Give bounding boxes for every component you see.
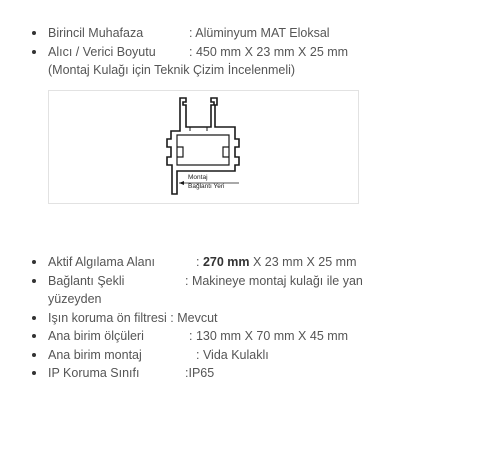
spec-label: Ana birim montaj [48, 347, 142, 362]
spec-item-receiver-size [30, 43, 370, 80]
mount-arrow-head [179, 181, 184, 185]
spec-label: IP Koruma Sınıfı [48, 366, 140, 380]
technical-drawing [48, 90, 359, 204]
spec-item-active-area: Aktif Algılama Alanı : 270 mm X 23 mm X 25 mm [30, 253, 370, 272]
spec-item-main-mount [30, 346, 370, 365]
spec-value: : Makineye montaj kulağı ile yan yüzeyden [48, 273, 363, 306]
spec-label: Alıcı / Verici Boyutu [48, 44, 156, 59]
spec-list-bottom [30, 253, 370, 383]
profile-drawing-svg [49, 91, 360, 205]
spec-value: : 450 mm X 23 mm X 25 mm (Montaj Kulağı için Teknik Çizim İncelenmeli) [48, 44, 349, 77]
spec-label: Aktif Algılama Alanı [48, 255, 156, 269]
spec-item-primary-housing [30, 24, 370, 43]
spec-value: : 130 mm X 70 mm X 45 mm [189, 329, 349, 343]
drawing-label-line2: Bağlantı Yeri [188, 183, 225, 190]
spec-value: X 23 mm X 25 mm [249, 255, 357, 269]
spec-item-main-dimensions [30, 327, 370, 346]
spec-item-filter [30, 309, 370, 328]
spec-item-ip-class [30, 364, 370, 383]
spec-item-connection [30, 272, 370, 309]
spec-label: Bağlantı Şekli [48, 273, 125, 288]
spec-label: Işın koruma ön filtresi [48, 310, 167, 325]
spec-value: : Mevcut [170, 310, 218, 325]
profile-inner [177, 135, 229, 165]
spec-value: : Alüminyum MAT Eloksal [189, 26, 330, 40]
spec-value: :IP65 [185, 366, 215, 380]
drawing-label-line1: Montaj [188, 174, 208, 181]
spec-value: : Vida Kulaklı [196, 347, 269, 362]
profile-slot-left [177, 147, 183, 157]
spec-label: Ana birim ölçüleri [48, 329, 144, 343]
spec-list-top [30, 24, 370, 80]
spec-value-bold: 270 mm [202, 255, 250, 269]
spec-label: Birincil Muhafaza [48, 26, 144, 40]
profile-slot-right [223, 147, 229, 157]
